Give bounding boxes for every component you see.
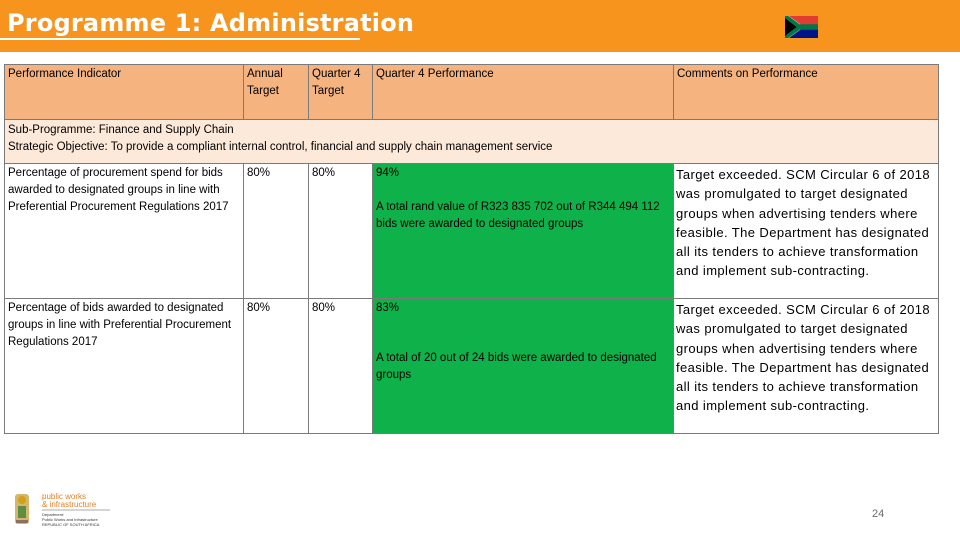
- coat-of-arms-icon: [15, 494, 29, 524]
- header-comments: Comments on Performance: [673, 64, 939, 120]
- header-q4-target: Quarter 4 Target: [308, 64, 373, 120]
- title-underline: [0, 38, 360, 40]
- logo-line-5: REPUBLIC OF SOUTH AFRICA: [42, 522, 100, 527]
- header-q4-performance: Quarter 4 Performance: [372, 64, 674, 120]
- row-2-q4-target: 80%: [308, 298, 373, 434]
- row-1-comment: Target exceeded. SCM Circular 6 of 2018 was promulgated to target designated groups when advertising tenders where feasible. The Department has designated all its tenders to achieve transformation and implement sub-contracting.: [673, 163, 939, 299]
- row-1-indicator: Percentage of procurement spend for bids awarded to designated groups in line with Preferential Procurement Regulations 2017: [4, 163, 244, 299]
- logo-line-3: Department:: [42, 512, 65, 517]
- row-1-q4-target: 80%: [308, 163, 373, 299]
- page-title: Programme 1: Administration: [7, 9, 415, 37]
- row-2-indicator: Percentage of bids awarded to designated groups in line with Preferential Procurement Regulations 2017: [4, 298, 244, 434]
- row-1-performance: [372, 163, 674, 299]
- row-2-performance-value: 83%: [376, 302, 400, 314]
- row-2-annual-target: 80%: [243, 298, 309, 434]
- row-2-comment: Target exceeded. SCM Circular 6 of 2018 was promulgated to target designated groups when advertising tenders where feasible. The Department has designated all its tenders to achieve transformation and implement sub-contracting.: [673, 298, 939, 434]
- header-indicator: Performance Indicator: [4, 64, 244, 120]
- south-africa-flag-icon: [785, 16, 818, 38]
- strategic-objective-label: Strategic Objective: To provide a compliant internal control, financial and supply chain management service: [8, 141, 553, 153]
- row-1-performance-value: 94%: [376, 167, 400, 179]
- logo-line-4: Public Works and Infrastructure: [42, 517, 98, 522]
- department-logo: [12, 490, 112, 530]
- page-number: 24: [872, 508, 885, 520]
- row-1-annual-target: 80%: [243, 163, 309, 299]
- header-annual-target: Annual Target: [243, 64, 309, 120]
- row-2-performance-detail: A total of 20 out of 24 bids were awarded to designated groups: [376, 352, 657, 381]
- sub-programme-row: [4, 119, 939, 164]
- row-2-performance: [372, 298, 674, 434]
- sub-programme-label: Sub-Programme: Finance and Supply Chain: [8, 124, 234, 136]
- logo-line-1: public works: [42, 492, 87, 501]
- logo-line-2: & infrastructure: [42, 500, 97, 509]
- row-1-performance-detail: A total rand value of R323 835 702 out of R344 494 112 bids were awarded to designated groups: [376, 201, 660, 230]
